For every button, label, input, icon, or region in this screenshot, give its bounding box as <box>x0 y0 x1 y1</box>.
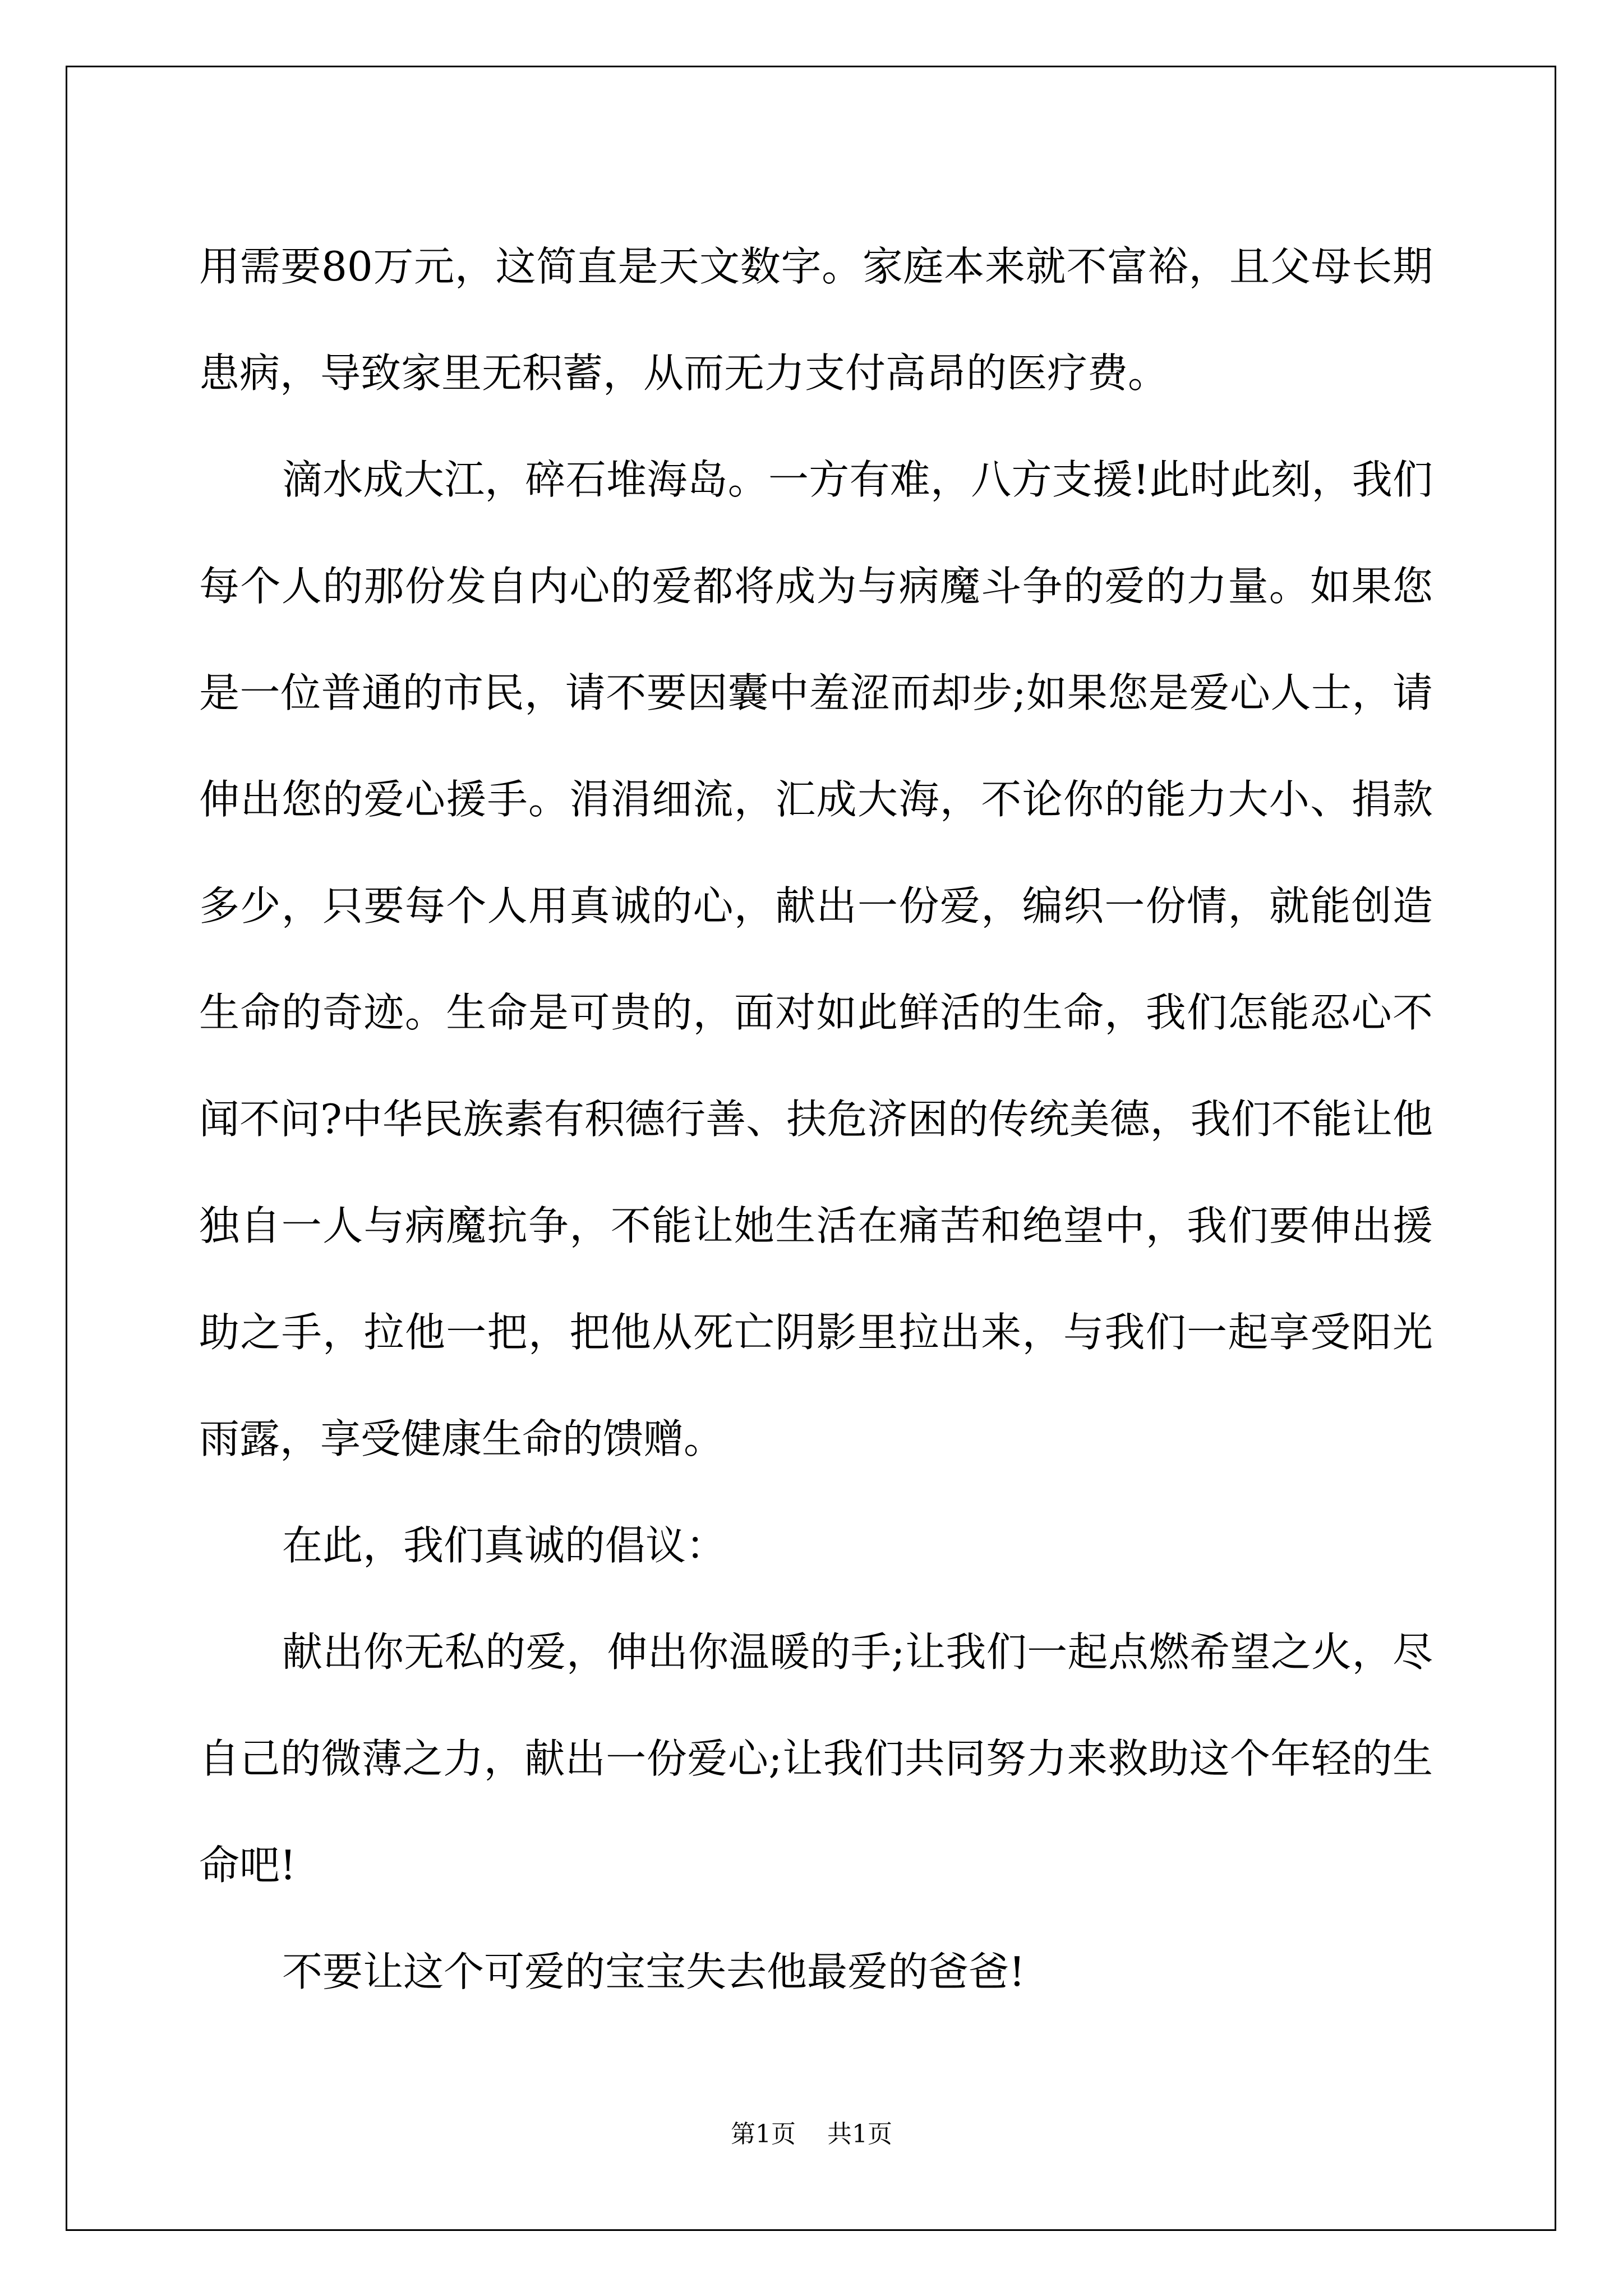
paragraph-4 <box>199 1599 1433 1918</box>
text-line: 滴水成大江，碎石堆海岛。一方有难，八方支援!此时此刻，我们 <box>282 456 1433 503</box>
page-number: 第1页 <box>731 2120 796 2148</box>
text-line: 患病，导致家里无积蓄，从而无力支付高昂的医疗费。 <box>199 349 1169 397</box>
document-body <box>199 213 1433 2025</box>
text-line: 助之手，拉他一把，把他从死亡阴影里拉出来，与我们一起享受阳光 <box>199 1309 1433 1356</box>
text-line: 自己的微薄之力，献出一份爱心;让我们共同努力来救助这个年轻的生 <box>199 1735 1433 1782</box>
paragraph-1 <box>199 213 1433 426</box>
text-line: 用需要80万元，这简直是天文数字。家庭本来就不富裕，且父母长期 <box>199 243 1433 290</box>
text-line: 命吧! <box>199 1842 296 1889</box>
text-line: 伸出您的爱心援手。涓涓细流，汇成大海，不论你的能力大小、捐款 <box>199 776 1433 823</box>
text-line: 是一位普通的市民，请不要因囊中羞涩而却步;如果您是爱心人士，请 <box>199 669 1433 716</box>
text-line: 在此，我们真诚的倡议： <box>282 1522 727 1569</box>
page-total: 共1页 <box>827 2120 892 2148</box>
paragraph-3 <box>199 1492 1433 1599</box>
text-line: 献出你无私的爱，伸出你温暖的手;让我们一起点燃希望之火，尽 <box>282 1628 1433 1676</box>
text-line: 每个人的那份发自内心的爱都将成为与病魔斗争的爱的力量。如果您 <box>199 563 1433 610</box>
text-line: 不要让这个可爱的宝宝失去他最爱的爸爸! <box>282 1948 1025 1995</box>
paragraph-5 <box>199 1918 1433 2025</box>
text-line: 雨露，享受健康生命的馈赠。 <box>199 1415 725 1462</box>
page-footer <box>0 2118 1623 2151</box>
text-line: 闻不问?中华民族素有积德行善、扶危济困的传统美德，我们不能让他 <box>199 1096 1433 1143</box>
text-line: 多少，只要每个人用真诚的心，献出一份爱，编织一份情，就能创造 <box>199 882 1433 930</box>
text-line: 独自一人与病魔抗争，不能让她生活在痛苦和绝望中，我们要伸出援 <box>199 1202 1433 1249</box>
text-line: 生命的奇迹。生命是可贵的，面对如此鲜活的生命，我们怎能忍心不 <box>199 989 1433 1036</box>
paragraph-2 <box>199 426 1433 1492</box>
